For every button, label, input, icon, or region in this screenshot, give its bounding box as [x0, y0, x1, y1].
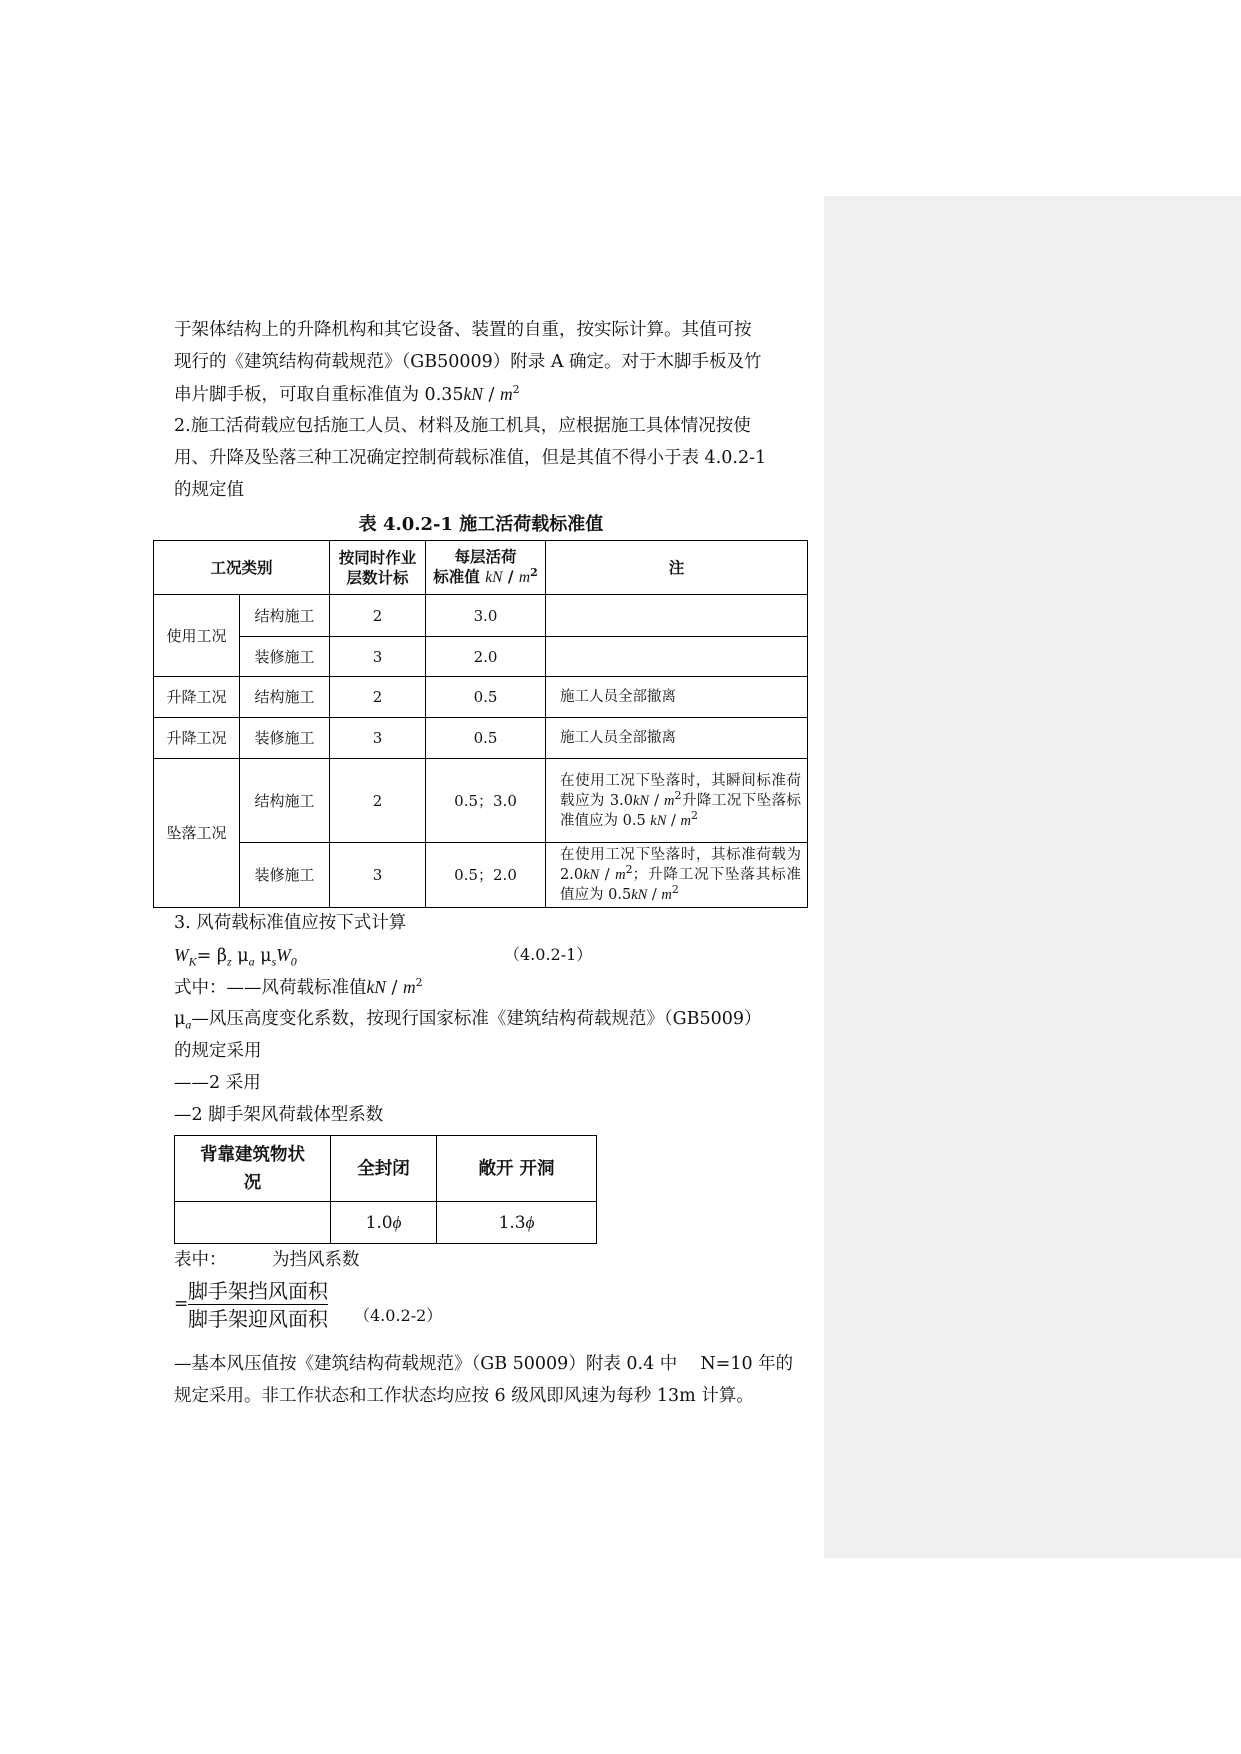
table-note-label: 表中：	[174, 1250, 227, 1270]
cell-layers: 3	[330, 718, 426, 759]
point2-line-2: 用、升降及坠落三种工况确定控制荷载标准值，但是其值不得小于表 4.0.2-1	[174, 448, 767, 468]
group-use: 使用工况	[154, 595, 240, 677]
cell-note: 施工人员全部撤离	[546, 677, 808, 718]
cell-type: 装修施工	[240, 843, 330, 908]
table-row	[175, 1202, 597, 1244]
intro-line-2: 现行的《建筑结构荷载规范》（GB50009）附录 A 确定。对于木脚手板及竹	[174, 352, 762, 372]
cell-layers: 2	[330, 677, 426, 718]
group-fall: 坠落工况	[154, 759, 240, 908]
table-row	[154, 595, 808, 637]
cell-note	[546, 595, 808, 637]
cell-closed-value: 1.0ϕ	[331, 1202, 437, 1244]
cell-note	[546, 637, 808, 677]
comment-margin-pane	[824, 196, 1241, 1558]
cell-load: 0.5	[426, 718, 546, 759]
table-header-row	[154, 541, 808, 595]
table-row	[154, 677, 808, 718]
cell-note: 施工人员全部撤离	[546, 718, 808, 759]
point3-line-1: 3. 风荷载标准值应按下式计算	[174, 913, 407, 933]
header-load: 每层活荷 标准值 kN / $m^2$	[426, 541, 546, 595]
mu-line-2: 的规定采用	[174, 1041, 262, 1061]
final-line-1: —基本风压值按《建筑结构荷载规范》（GB 50009）附表 0.4 中 N=10 年的	[174, 1354, 794, 1374]
cell-layers: 2	[330, 595, 426, 637]
cell-type: 装修施工	[240, 637, 330, 677]
formula-number-2: （4.0.2-2）	[354, 1306, 443, 1325]
header-note: 注	[546, 541, 808, 595]
final-paragraph	[174, 1348, 814, 1412]
cell-load: 3.0	[426, 595, 546, 637]
wind-formula: $W_K= \beta_z$ $\mu_a$ $\mu_sW_0$	[174, 945, 297, 969]
cell-note-fall-1: 在使用工况下坠落时，其瞬间标准荷载应为 $3.0kN / m^2$升降工况下坠落标准值应为 0.5 kN / $m^2$	[546, 759, 808, 843]
header-building-condition: 背靠建筑物状 况	[175, 1136, 331, 1202]
cell-load: 0.5；2.0	[426, 843, 546, 908]
cell-open-value: 1.3ϕ	[437, 1202, 597, 1244]
table-row	[154, 637, 808, 677]
intro-paragraph	[174, 314, 814, 411]
point2-line-1: 2.施工活荷载应包括施工人员、材料及施工机具，应根据施工具体情况按使	[174, 416, 751, 436]
header-open: 敞开 开洞	[437, 1136, 597, 1202]
wind-shape-table	[174, 1135, 597, 1244]
header-layers: 按同时作业 层数计标	[330, 541, 426, 595]
header-condition: 工况类别	[154, 541, 330, 595]
final-line-2: 规定采用。非工作状态和工作状态均应按 6 级风即风速为每秒 13m 计算。	[174, 1386, 754, 1406]
dash-line: ——2 采用	[174, 1073, 261, 1093]
cell-load: 0.5；3.0	[426, 759, 546, 843]
cell-type: 结构施工	[240, 595, 330, 637]
cell-type: 结构施工	[240, 759, 330, 843]
point2-line-3: 的规定值	[174, 480, 244, 500]
cell-layers: 2	[330, 759, 426, 843]
table2-caption: —2 脚手架风荷载体型系数	[174, 1105, 384, 1125]
cell-empty	[175, 1202, 331, 1244]
formula-number-1: （4.0.2-1）	[504, 945, 593, 964]
table-header-row	[175, 1136, 597, 1202]
cell-type: 结构施工	[240, 677, 330, 718]
where-line: 式中：——风荷载标准值kN / $m^2$	[174, 976, 423, 998]
table-row	[154, 759, 808, 843]
intro-line-1: 于架体结构上的升降机构和其它设备、装置的自重，按实际计算。其值可按	[174, 320, 752, 340]
live-load-table	[153, 540, 808, 908]
header-fully-closed: 全封闭	[331, 1136, 437, 1202]
group-lift-1: 升降工况	[154, 677, 240, 718]
table-note-text: 为挡风系数	[272, 1250, 360, 1270]
table-row	[154, 843, 808, 908]
fraction-denominator: 脚手架迎风面积	[188, 1307, 328, 1331]
fraction-equals: =	[174, 1294, 189, 1314]
intro-line-3: 串片脚手板，可取自重标准值为 $0.35kN / m^2$	[174, 383, 520, 405]
group-lift-2: 升降工况	[154, 718, 240, 759]
cell-note-fall-2: 在使用工况下坠落时，其标准荷载为 $2.0kN / m^2$；升降工况下坠落其标准值应为 $0.5kN / m^2$	[546, 843, 808, 908]
cell-layers: 3	[330, 637, 426, 677]
mu-line: $\mu_a—$风压高度变化系数，按现行国家标准《建筑结构荷载规范》（GB5009）	[174, 1009, 762, 1032]
cell-layers: 3	[330, 843, 426, 908]
shielding-fraction	[188, 1278, 328, 1333]
cell-type: 装修施工	[240, 718, 330, 759]
table1-title: 表 4.0.2-1 施工活荷载标准值	[358, 514, 604, 535]
table-row	[154, 718, 808, 759]
cell-load: 2.0	[426, 637, 546, 677]
point2-paragraph	[174, 410, 814, 506]
fraction-numerator: 脚手架挡风面积	[188, 1279, 328, 1303]
cell-load: 0.5	[426, 677, 546, 718]
